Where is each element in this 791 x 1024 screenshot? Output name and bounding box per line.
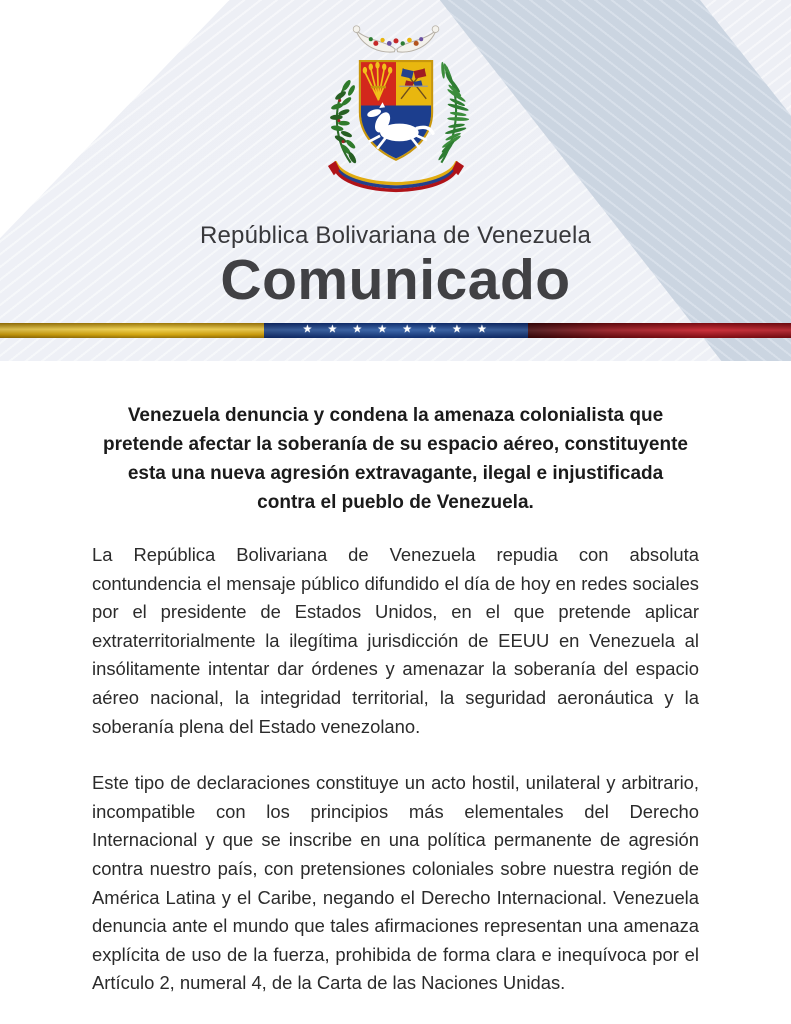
flag-red-stripe <box>528 323 791 338</box>
paragraph-1: La República Bolivariana de Venezuela repudia con absoluta contundencia el mensaje público difundido el día de hoy en redes sociales por el presidente de Estados Unidos, en el que pretende aplicar extraterritorialmente la ilegítima jurisdicción de EEUU en Venezuela al insólitamente intentar dar órdenes y amenazar la soberanía del espacio aéreo nacional, la integridad territorial, la seguridad aeronáutica y la soberanía plena del Estado venezolano. <box>92 544 699 737</box>
heading-line-3: esta una nueva agresión extravagante, ilegal e injustificada <box>127 463 664 484</box>
flag-yellow-stripe <box>0 323 264 338</box>
letterhead <box>0 0 791 361</box>
flag-stars: ★ ★ ★ ★ ★ ★ ★ ★ <box>302 323 489 336</box>
communique-heading <box>92 401 699 517</box>
laurel-branch-icon <box>329 79 357 165</box>
cornucopia-icon <box>353 26 439 52</box>
paragraph-2: Este tipo de declaraciones constituye un acto hostil, unilateral y arbitrario, incompatible con los principios más elementales del Derecho Internacional y que se inscribe en una política permanente de agresión contra nuestro país, con pretensiones coloniales sobre nuestra región de América Latina y el Caribe, negando el Derecho Internacional. Venezuela denuncia ante el mundo que tales afirmaciones representan una amenaza explícita de uso de la fuerza, prohibida de forma clara e inequívoca por el Artículo 2, numeral 4, de la Carta de las Naciones Unidas. <box>92 772 699 994</box>
heading-line-4: contra el pueblo de Venezuela. <box>257 492 534 513</box>
communique-body <box>0 361 791 998</box>
heading-line-2: pretende afectar la soberanía de su espacio aéreo, constituyente <box>103 434 688 455</box>
venezuela-coat-of-arms-icon <box>0 0 791 220</box>
flag-blue-stripe <box>264 323 528 338</box>
ribbon-icon <box>327 161 463 190</box>
flag-stripe-bar <box>0 323 791 338</box>
palm-branch-icon <box>437 62 469 163</box>
country-name: República Bolivariana de Venezuela <box>199 222 592 249</box>
heading-line-1: Venezuela denuncia y condena la amenaza colonialista que <box>127 405 664 426</box>
document-title: Comunicado <box>220 248 571 312</box>
